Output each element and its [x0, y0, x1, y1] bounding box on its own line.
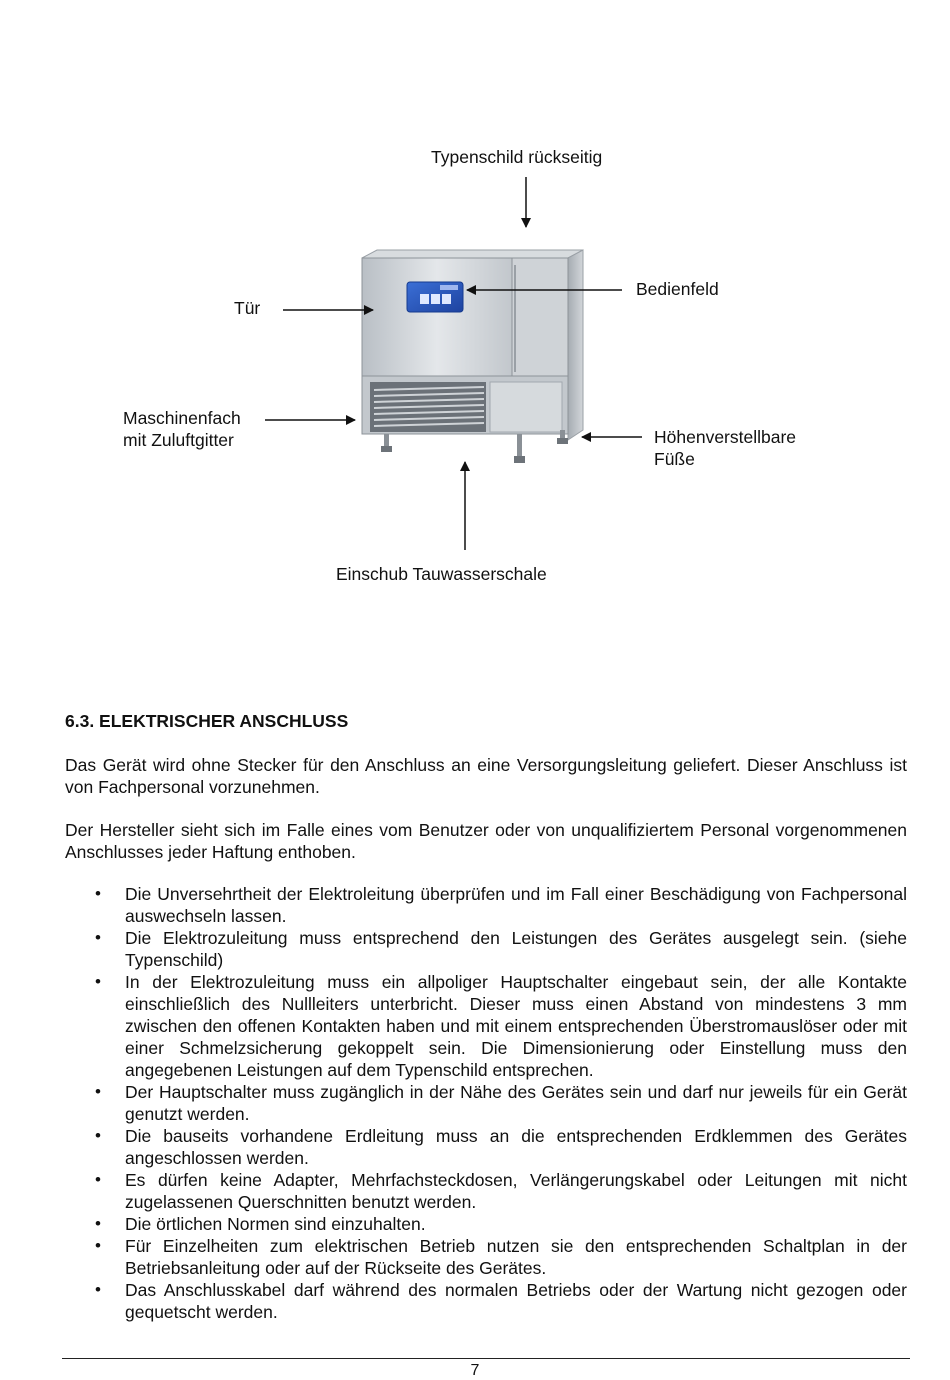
page-number: 7 — [470, 1362, 480, 1379]
list-item — [65, 1279, 907, 1323]
list-item — [65, 1235, 907, 1279]
label-hoehenverstellbar-line1: Höhenverstellbare — [654, 427, 797, 447]
label-tuer: Tür — [234, 298, 261, 318]
list-item-text: Die Unversehrtheit der Elektroleitung überprüfen und im Fall einer Beschädigung von Fachpersonal auswechseln lassen. — [125, 884, 907, 926]
list-item-text: Für Einzelheiten zum elektrischen Betrieb nutzen sie den entsprechenden Schaltplan in der Betriebsanleitung oder auf der Rückseite des Gerätes. — [125, 1236, 907, 1278]
paragraph-1: Das Gerät wird ohne Stecker für den Anschluss an eine Versorgungsleitung geliefert. Dieser Anschluss ist von Fachpersonal vorzunehmen. — [65, 755, 907, 797]
label-einschub: Einschub Tauwasserschale — [336, 564, 547, 584]
list-item-text: In der Elektrozuleitung muss ein allpoliger Hauptschalter eingebaut sein, der alle Kontakte einschließlich des Nullleiters unterbricht. Dieser muss einen Abstand von mindestens 3 mm zwischen den offenen Kontakten haben und mit einem entsprechenden Überstromauslöser oder mit einer Schmelzsicherung gekoppelt sein. Die Dimensionierung oder Einstellung muss den angegebenen Leistungen auf dem Typenschild entsprechen. — [125, 972, 907, 1080]
label-maschinenfach-line2: mit Zuluftgitter — [123, 430, 234, 450]
list-item — [65, 1213, 907, 1235]
label-bedienfeld: Bedienfeld — [636, 279, 719, 299]
bullet-icon: • — [95, 972, 101, 991]
bullet-icon: • — [95, 1214, 101, 1233]
list-item — [65, 1125, 907, 1169]
list-item-text: Das Anschlusskabel darf während des normalen Betriebs oder der Wartung nicht gezogen oder gequetscht werden. — [125, 1280, 907, 1322]
appliance-diagram — [0, 0, 950, 620]
section-heading: 6.3. ELEKTRISCHER ANSCHLUSS — [65, 711, 349, 731]
bullet-icon: • — [95, 1280, 101, 1299]
bullet-icon: • — [95, 884, 101, 903]
list-item — [65, 883, 907, 927]
bullet-icon: • — [95, 928, 101, 947]
footer-divider — [62, 1358, 910, 1359]
control-panel-illustration — [407, 282, 463, 312]
list-item — [65, 927, 907, 971]
list-item — [65, 1081, 907, 1125]
appliance-illustration — [362, 250, 583, 463]
list-item-text: Die bauseits vorhandene Erdleitung muss an die entsprechenden Erdklemmen des Gerätes angeschlossen werden. — [125, 1126, 907, 1168]
bullet-icon: • — [95, 1170, 101, 1189]
list-item-text: Die Elektrozuleitung muss entsprechend den Leistungen des Gerätes ausgelegt sein. (siehe Typenschild) — [125, 928, 907, 970]
list-item-text: Die örtlichen Normen sind einzuhalten. — [125, 1214, 426, 1234]
list-item-text: Der Hauptschalter muss zugänglich in der Nähe des Gerätes sein und darf nur jeweils für ein Gerät genutzt werden. — [125, 1082, 907, 1124]
bullet-icon: • — [95, 1236, 101, 1255]
requirements-list — [65, 883, 907, 1323]
label-typenschild: Typenschild rückseitig — [431, 147, 603, 167]
list-item — [65, 971, 907, 1081]
bullet-icon: • — [95, 1126, 101, 1145]
list-item — [65, 1169, 907, 1213]
feet-illustration — [381, 430, 568, 463]
bullet-icon: • — [95, 1082, 101, 1101]
label-hoehenverstellbar-line2: Füße — [654, 449, 695, 469]
list-item-text: Es dürfen keine Adapter, Mehrfachsteckdosen, Verlängerungskabel oder Leitungen mit nicht zugelassenen Querschnitten benutzt werden. — [125, 1170, 907, 1212]
paragraph-2: Der Hersteller sieht sich im Falle eines vom Benutzer oder von unqualifiziertem Personal vorgenommenen Anschlusses jeder Haftung enthoben. — [65, 820, 907, 862]
label-maschinenfach-line1: Maschinenfach — [123, 408, 241, 428]
